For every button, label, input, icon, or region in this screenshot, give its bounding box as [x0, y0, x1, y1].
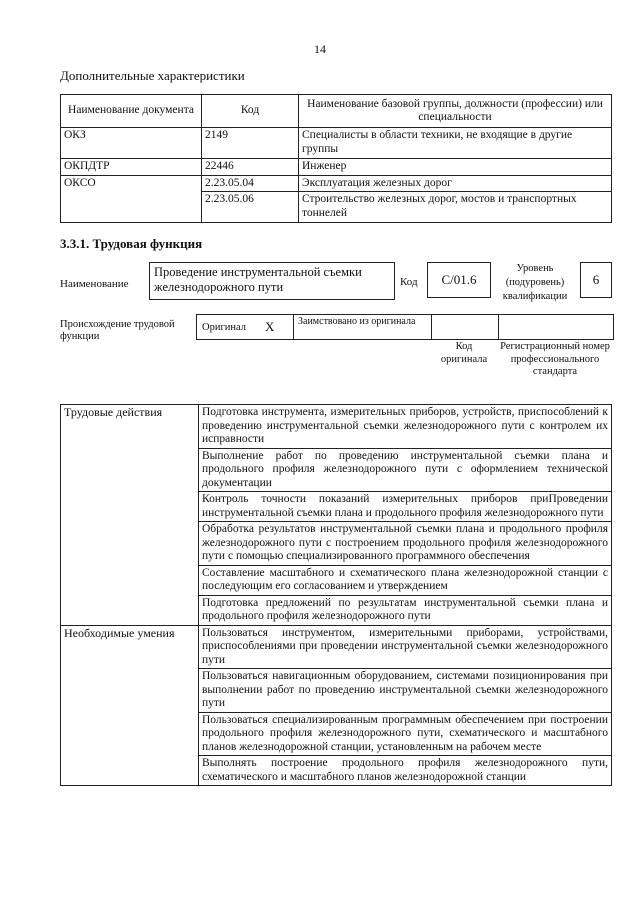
extra-section-title: Дополнительные характеристики	[60, 68, 245, 83]
borrowed-label: Заимствовано из оригинала	[298, 316, 416, 327]
skills-label: Необходимые умения	[61, 625, 199, 786]
cell-code: 2149	[202, 128, 299, 159]
cell-code: 2.23.05.06	[202, 192, 299, 223]
function-name-value: Проведение инструментальной съемки железнодорожного пути	[149, 262, 395, 300]
function-title: 3.3.1. Трудовая функция	[60, 236, 203, 251]
function-code-label: Код	[400, 276, 418, 288]
labor-action-item: Составление масштабного и схематического плана железнодорожной станции с последующим его согласованием и утверждением	[199, 565, 612, 595]
extra-characteristics-table	[60, 94, 612, 223]
cell-doc	[61, 192, 202, 223]
table-row	[61, 192, 612, 223]
origin-label: Происхождение трудовой функции	[60, 319, 175, 342]
cell-doc: ОКПДТР	[61, 159, 202, 176]
labor-action-item: Обработка результатов инструментальной съемки плана и продольного профиля железнодорожного пути с построением продольного профиля железнодорожного пути с помощью специализированного программного обеспечения	[199, 522, 612, 566]
origin-divider	[498, 315, 499, 339]
cell-doc: ОКЗ	[61, 128, 202, 159]
function-name-label: Наименование	[60, 278, 129, 290]
labor-action-item: Контроль точности показаний измерительных приборов приПроведении инструментальной съемки плана и продольного профиля железнодорожного пути	[199, 492, 612, 522]
cell-doc: ОКСО	[61, 175, 202, 192]
function-level-label: Уровень (подуровень) квалификации	[502, 263, 568, 302]
function-code-value: C/01.6	[427, 262, 491, 298]
cell-name: Строительство железных дорог, мостов и транспортных тоннелей	[299, 192, 612, 223]
table-row	[61, 625, 612, 669]
skill-item: Пользоваться навигационным оборудованием, системами позиционирования при выполнении работ по проведению инструментальной съемки железнодорожного пути	[199, 669, 612, 713]
header-name: Наименование базовой группы, должности (профессии) или специальности	[299, 95, 612, 128]
origin-divider	[293, 315, 294, 339]
origin-code-cell	[432, 315, 498, 339]
cell-code: 2.23.05.04	[202, 175, 299, 192]
origin-code-caption: Код оригинала	[440, 341, 488, 365]
cell-name: Специалисты в области техники, не входящие в другие группы	[299, 128, 612, 159]
table-row	[61, 175, 612, 192]
origin-reg-caption: Регистрационный номер профессионального стандарта	[500, 341, 610, 377]
cell-code: 22446	[202, 159, 299, 176]
original-label: Оригинал	[202, 322, 246, 333]
cell-name: Эксплуатация железных дорог	[299, 175, 612, 192]
function-details-table	[60, 404, 612, 786]
labor-action-item: Подготовка инструмента, измерительных приборов, устройств, приспособлений к проведению инструментальной съемки железнодорожного пути с контролем их исправности	[199, 405, 612, 449]
skill-item: Пользоваться инструментом, измерительными приборами, устройствами, приспособлениями при проведении инструментальной съемки железнодорожного пути	[199, 625, 612, 669]
table-header-row	[61, 95, 612, 128]
cell-name: Инженер	[299, 159, 612, 176]
table-row	[61, 405, 612, 449]
header-doc: Наименование документа	[61, 95, 202, 128]
labor-actions-label: Трудовые действия	[61, 405, 199, 626]
skill-item: Выполнять построение продольного профиля железнодорожного пути, схематического и масштабного планов железнодорожной станции	[199, 756, 612, 786]
labor-action-item: Подготовка предложений по результатам инструментальной съемки плана и продольного профиля железнодорожного пути	[199, 595, 612, 625]
function-level-value: 6	[580, 262, 612, 298]
header-code: Код	[202, 95, 299, 128]
origin-row	[196, 314, 614, 340]
page-number: 14	[314, 42, 326, 56]
labor-action-item: Выполнение работ по проведению инструментальной съемки плана и продольного профиля железнодорожного пути с оформлением технической документации	[199, 448, 612, 492]
table-row	[61, 159, 612, 176]
table-row	[61, 128, 612, 159]
original-mark: X	[265, 319, 275, 334]
skill-item: Пользоваться специализированным программным обеспечением при построении продольного профиля железнодорожного пути, схематического и масштабного планов железнодорожной станции, установленным на рабочем месте	[199, 712, 612, 756]
